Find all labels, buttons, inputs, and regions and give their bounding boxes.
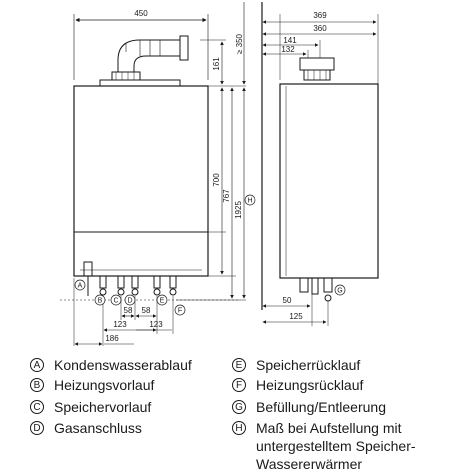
legend-item-a: [30, 356, 192, 374]
side-view: [262, 2, 378, 326]
legend-letter-c: C: [30, 400, 44, 414]
dim-369: 369: [313, 11, 327, 20]
dim-360: 360: [313, 24, 327, 33]
connector-letter-a: A: [77, 282, 83, 290]
legend-text-a: Kondenswasserablauf: [54, 357, 192, 373]
dim-186: 186: [105, 334, 119, 343]
dim-58-a: 58: [123, 306, 133, 315]
legend-text-d: Gasanschluss: [54, 420, 142, 436]
legend-item-d: [30, 419, 142, 437]
legend-letter-e: E: [232, 358, 246, 372]
dim-767: 767: [222, 189, 231, 203]
dim-141: 141: [283, 36, 297, 45]
dim-125: 125: [289, 312, 303, 321]
legend-item-f: [232, 376, 363, 394]
connector-letter-h: H: [247, 197, 253, 205]
legend-letter-h: H: [232, 421, 246, 435]
legend-letter-a: A: [30, 358, 44, 372]
legend-item-g: [232, 398, 386, 416]
connector-letter-d: D: [127, 297, 133, 305]
connector-letter-g: G: [337, 287, 343, 295]
dim-123-a: 123: [113, 320, 127, 329]
connector-letter-b: B: [97, 297, 103, 305]
legend-text-g: Befüllung/Entleerung: [256, 399, 386, 415]
dim-1925: 1925: [234, 201, 243, 219]
connector-letter-c: C: [113, 297, 119, 305]
dim-161: 161: [212, 57, 221, 71]
legend-letter-b: B: [30, 378, 44, 392]
dim-132: 132: [281, 45, 295, 54]
legend-text-f: Heizungsrücklauf: [256, 377, 364, 393]
legend-text-b: Heizungsvorlauf: [54, 377, 155, 393]
legend-text-e: Speicherrücklauf: [256, 357, 361, 373]
legend-text-c: Speichervorlauf: [54, 399, 152, 415]
dim-450: 450: [134, 9, 148, 18]
legend-item-h: [232, 419, 416, 473]
dim-min-350: ≥ 350: [235, 34, 244, 54]
dim-58-b: 58: [141, 306, 151, 315]
connector-letter-e: E: [159, 297, 165, 305]
legend-item-e: [232, 356, 360, 374]
legend-letter-g: G: [232, 400, 246, 414]
dim-50: 50: [282, 296, 292, 305]
legend-item-c: [30, 398, 151, 416]
legend-item-b: [30, 376, 154, 394]
connector-letter-f: F: [177, 307, 183, 315]
legend-letter-d: D: [30, 421, 44, 435]
legend: [0, 356, 474, 474]
dim-700: 700: [212, 173, 221, 187]
dim-123-b: 123: [149, 320, 163, 329]
legend-text-h: Maß bei Aufstellung mit untergestelltem Speicher- Wassererwärmer: [256, 420, 416, 472]
legend-letter-f: F: [232, 378, 246, 392]
